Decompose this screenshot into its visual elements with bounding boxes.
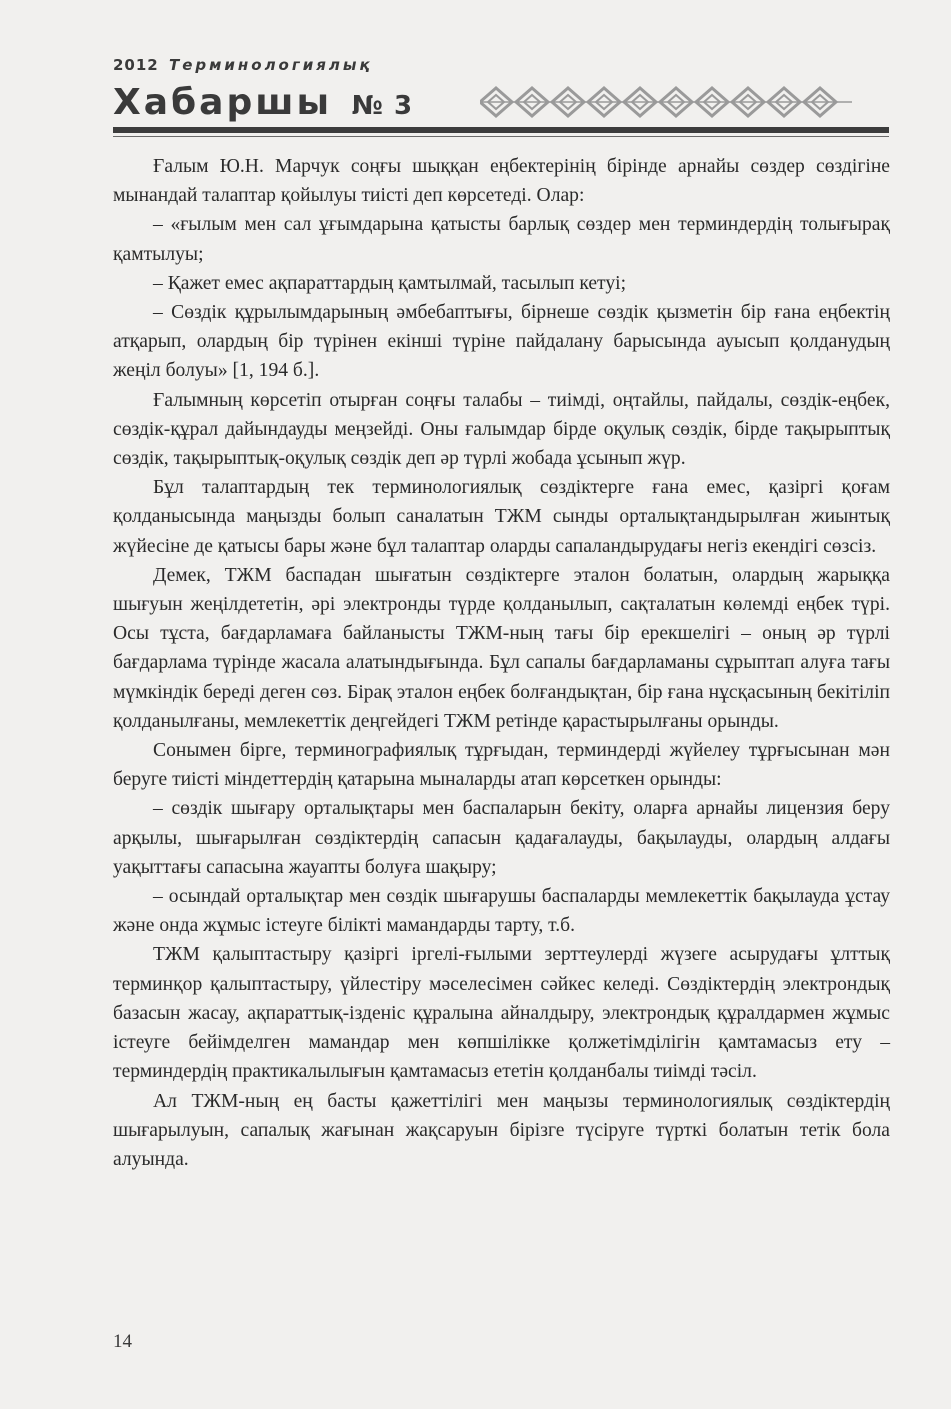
paragraph: Ал ТЖМ-ның ең басты қажеттілігі мен маңызы терминологиялық сөздіктердің шығарылуын, сапалық жағынан жақсаруын бірізге түсіруге түрткі болатын тетік бола алуында. xyxy=(113,1090,890,1170)
paragraph: Бұл талаптардың тек терминологиялық сөздіктерге ғана емес, қазіргі қоғам қолданысында маңызды болып саналатын ТЖМ сынды орталықтандырылған жиынтық жүйесіне де қатысы бары және бұл талаптар оларды сапаландырудағы негіз екендігі сөзсіз. xyxy=(113,477,890,557)
paragraph: Ғалым Ю.Н. Марчук соңғы шыққан еңбектерінің бірінде арнайы сөздер сөздігіне мынандай талаптар қойылуы тиісті деп көрсетеді. Олар: xyxy=(113,156,890,207)
journal-title: Хабаршы xyxy=(113,82,333,123)
article-body xyxy=(113,152,890,1174)
header-subtitle: Терминологиялық xyxy=(168,56,373,74)
page-number: 14 xyxy=(113,1331,132,1352)
header-year: 2012 xyxy=(113,56,159,74)
paragraph: Сонымен бірге, терминографиялық тұрғыдан, терминдерді жүйелеу тұрғысынан мән беруге тиісті міндеттердің қатарына мыналарды атап көрсеткен орынды: xyxy=(113,740,890,791)
paragraph: Ғалымның көрсетіп отырған соңғы талабы – тиімді, оңтайлы, пайдалы, сөздік-еңбек, сөздік-құрал дайындауды меңзейді. Оны ғалымдар бірде оқулық сөздік, бірде тақырыптық сөздік, тақырыптық-оқулық сөздік деп әр түрлі жобада ұсынып жүр. xyxy=(113,389,890,470)
header-rule-thin xyxy=(113,136,889,137)
header-rule-thick xyxy=(113,127,889,133)
paragraph: – сөздік шығару орталықтары мен баспаларын бекіту, оларға арнайы лицензия беру арқылы, шығарылған сөздіктердің сапасын қадағалауды, бақылауды, олардың алдағы уақыттағы сапасына жауапты болуға шақыру; xyxy=(113,798,890,878)
paragraph: – Сөздік құрылымдарының әмбебаптығы, бірнеше сөздік қызметін бір ғана еңбектің атқарып, олардың бір түрінен екінші түріне пайдалану барысында ауысып қолданудың жеңіл болуы» [1, 194 б.]. xyxy=(113,302,890,382)
journal-header-main xyxy=(113,82,413,123)
journal-header-top xyxy=(113,56,373,74)
issue-number: № 3 xyxy=(351,91,414,121)
paragraph: ТЖМ қалыптастыру қазіргі іргелі-ғылыми зерттеулерді жүзеге асырудағы ұлттық терминқор қалыптастыру, үйлестіру мәселесімен сәйкес келеді. Сөздіктердің электрондық базасын жасау, ақпараттық-ізденіс құралына айналдыру, электрондық құралдармен жұмыс істеуге бейімделген мамандар мен көпшілікке қолжетімділігін қамтамасыз ету – терминдердің практикалылығын қамтамасыз ететін қолданбалы тиімді тәсіл. xyxy=(113,944,890,1083)
paragraph: – осындай орталықтар мен сөздік шығарушы баспаларды мемлекеттік бақылауда ұстау және онда жұмыс істеуге білікті мамандарды тарту, т.б. xyxy=(113,886,890,937)
paragraph: Демек, ТЖМ баспадан шығатын сөздіктерге эталон болатын, олардың жарыққа шығуын жеңілдететін, әрі электронды түрде қолданылып, сақталатын көлемді еңбек түрі. Осы тұста, бағдарламаға байланысты ТЖМ-ның тағы бір ерекшелігі – оның әр түрлі бағдарлама түрінде жасала алатындығында. Бұл сапалы бағдарламаны сұрыптап алуға тағы мүмкіндік береді деген сөз. Бірақ эталон еңбек болғандықтан, бір ғана нұсқасының бекітіліп қолданылғаны, мемлекеттік деңгейдегі ТЖМ ретінде қарастырылғаны орынды. xyxy=(113,564,890,732)
paragraph: – Қажет емес ақпараттардың қамтылмай, тасылып кетуі; xyxy=(153,272,627,294)
paragraph: – «ғылым мен сал ұғымдарына қатысты барлық сөздер мен терминдердің толығырақ қамтылуы; xyxy=(113,214,890,265)
ornament-band-icon xyxy=(480,84,852,120)
